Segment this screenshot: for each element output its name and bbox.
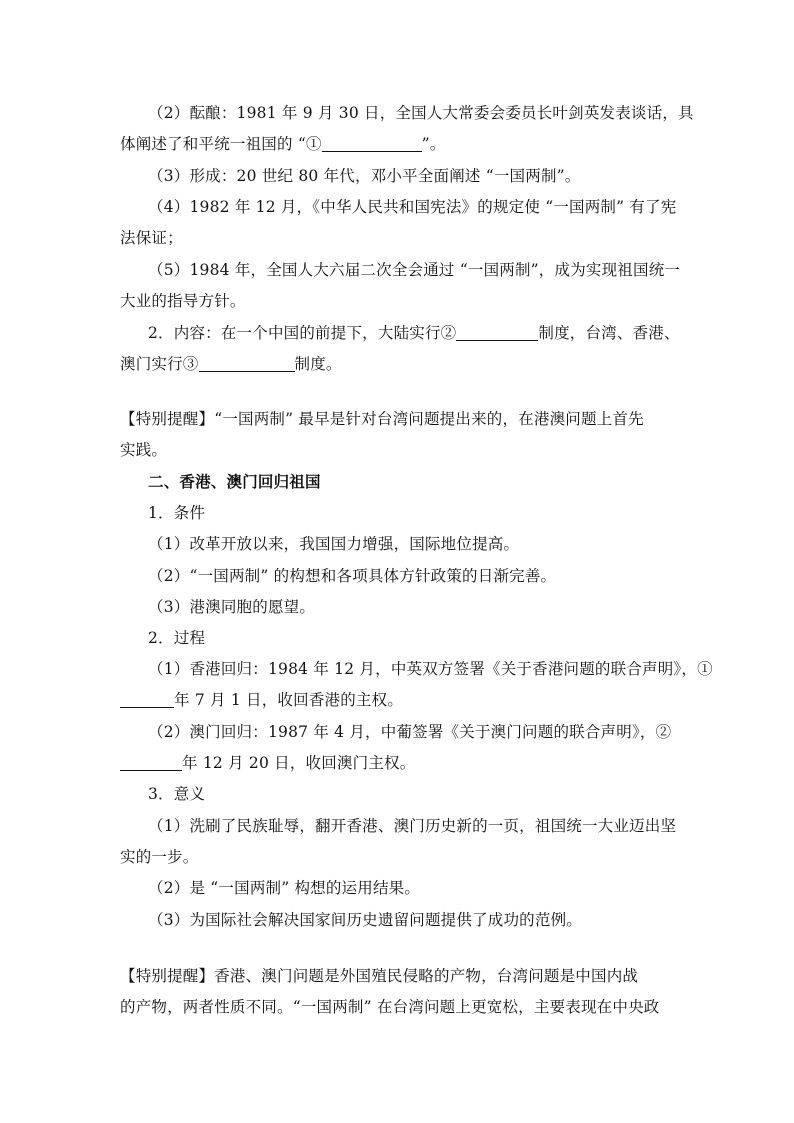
text-line: （1）改革开放以来，我国国力增强，国际地位提高。 xyxy=(148,535,520,553)
subheading: 1．条件 xyxy=(148,504,206,522)
text-line: （1）洗刷了民族耻辱，翻开香港、澳门历史新的一页，祖国统一大业迈出坚 xyxy=(148,817,677,835)
text-line: （2）酝酿：1981 年 9 月 30 日，全国人大常委会委员长叶剑英发表谈话，具 xyxy=(148,104,694,122)
fill-blank xyxy=(456,324,538,341)
section-heading: 二、香港、澳门回归祖国 xyxy=(148,472,321,491)
text-line xyxy=(120,134,680,154)
text-line: 实践。 xyxy=(120,441,168,459)
fill-blank xyxy=(120,754,182,771)
text-line: （1）香港回归：1984 年 12 月，中英双方签署《关于香港问题的联合声明》，① xyxy=(148,660,713,678)
text-line: （2）是 “一国两制” 构想的运用结果。 xyxy=(148,879,421,897)
text-line: 大业的指导方针。 xyxy=(120,292,246,310)
text-segment: 年 12 月 20 日，收回澳门主权。 xyxy=(182,754,416,772)
text-line: （2）“一国两制” 的构想和各项具体方针政策的日渐完善。 xyxy=(148,567,557,585)
text-line xyxy=(120,690,680,710)
text-segment: 体阐述了和平统一祖国的 “① xyxy=(120,135,322,153)
special-reminder: 【特别提醒】香港、澳门问题是外国殖民侵略的产物，台湾问题是中国内战 xyxy=(120,967,639,985)
fill-blank xyxy=(120,691,174,708)
subheading: 2．过程 xyxy=(148,629,206,647)
text-line: （3）港澳同胞的愿望。 xyxy=(148,598,316,616)
text-segment: 制度，台湾、香港、 xyxy=(538,324,680,342)
text-line: （3）形成：20 世纪 80 年代，邓小平全面阐述 “一国两制”。 xyxy=(148,167,581,185)
text-segment: ”。 xyxy=(421,135,446,153)
text-line xyxy=(120,753,680,773)
text-line: 的产物，两者性质不同。“一国两制” 在台湾问题上更宽松，主要表现在中央政 xyxy=(120,998,660,1016)
subheading: 3．意义 xyxy=(148,785,206,803)
text-line: （3）为国际社会解决国家间历史遗留问题提供了成功的范例。 xyxy=(148,911,582,929)
text-line: 法保证； xyxy=(120,229,183,247)
special-reminder: 【特别提醒】“一国两制” 最早是针对台湾问题提出来的，在港澳问题上首先 xyxy=(120,410,644,428)
text-line: （2）澳门回归：1987 年 4 月，中葡签署《关于澳门问题的联合声明》，② xyxy=(148,723,672,741)
text-line: （4）1982 年 12 月，《中华人民共和国宪法》的规定使 “一国两制” 有了宪 xyxy=(148,198,677,216)
fill-blank xyxy=(199,355,295,372)
fill-blank xyxy=(322,135,422,152)
text-line xyxy=(120,354,680,374)
text-line: 实的一步。 xyxy=(120,848,199,866)
text-segment: 澳门实行③ xyxy=(120,355,199,373)
text-line: （5）1984 年，全国人大六届二次全会通过 “一国两制”，成为实现祖国统一 xyxy=(148,261,681,279)
text-segment: 年 7 月 1 日，收回香港的主权。 xyxy=(174,691,404,709)
text-segment: 2．内容：在一个中国的前提下，大陆实行② xyxy=(148,324,457,342)
text-segment: 制度。 xyxy=(294,355,342,373)
text-line xyxy=(148,323,708,343)
